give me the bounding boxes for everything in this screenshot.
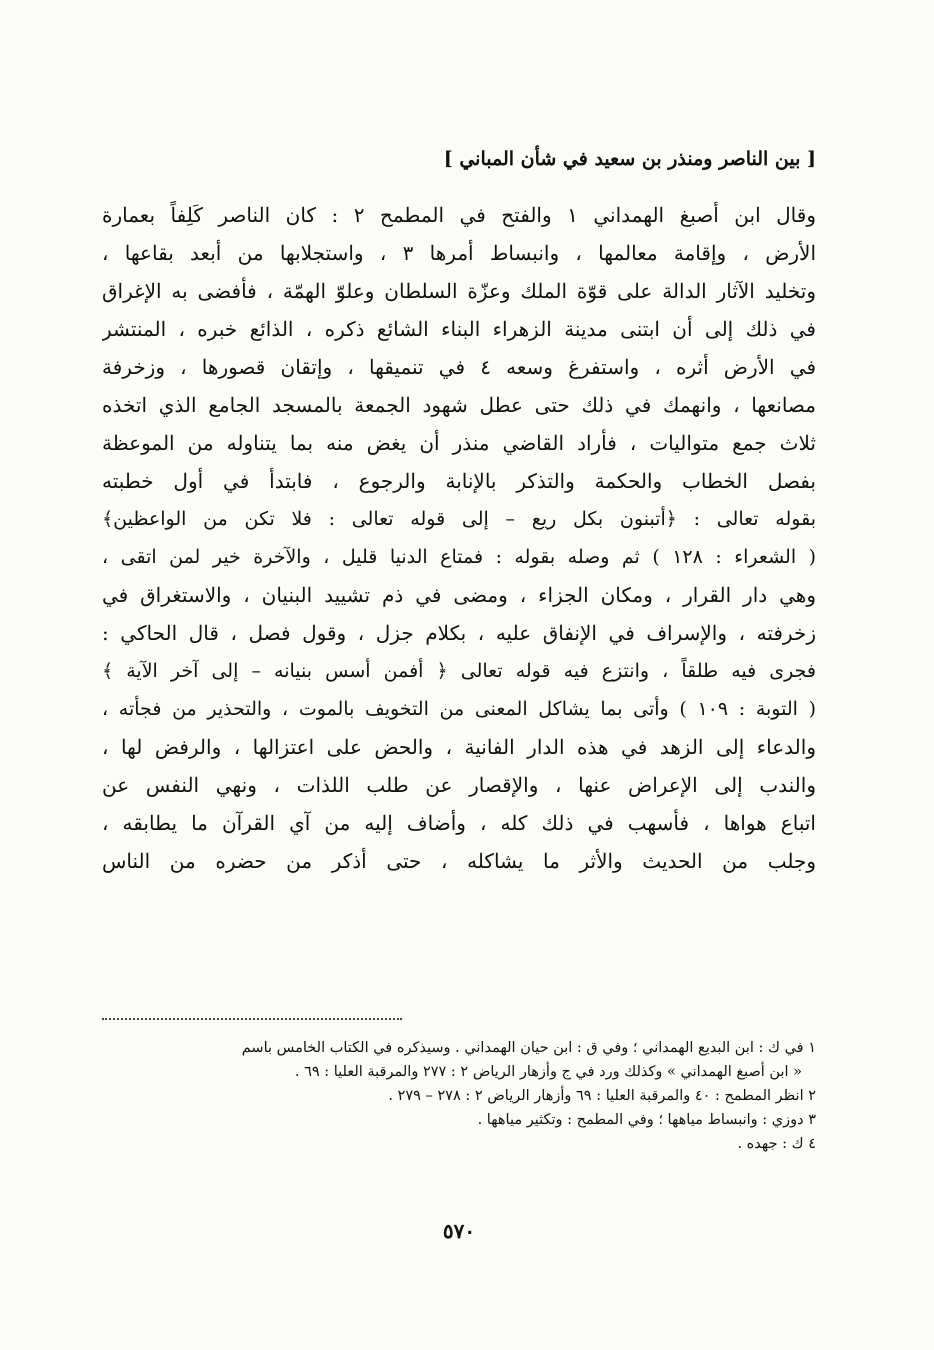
body-line: والدعاء إلى الزهد في هذه الدار الفانية ، والحض على اعتزالها ، والرفض لها ، bbox=[102, 735, 816, 759]
footnote: ٤ ك : جهده . bbox=[737, 1136, 816, 1152]
body-line: بفصل الخطاب والحكمة والتذكر بالإنابة والرجوع ، فابتدأ في أول خطبته bbox=[102, 469, 816, 493]
body-line: ( الشعراء : ١٢٨ ) ثم وصله بقوله : فمتاع الدنيا قليل ، والآخرة خير لمن اتقى ، bbox=[102, 546, 816, 568]
footnote: ١ في ك : ابن البديع الهمداني ؛ وفي ق : ابن حيان الهمداني . وسيذكره في الكتاب الخامس باسم bbox=[241, 1040, 816, 1056]
body-line: ثلاث جمع متواليات ، فأراد القاضي منذر أن يغض منه بما يتناوله من الموعظة bbox=[102, 431, 816, 455]
book-page bbox=[102, 138, 816, 1258]
page-number: ٥٧٠ bbox=[442, 1219, 476, 1243]
body-line: اتباع هواها ، فأسهب في ذلك كله ، وأضاف إليه من آي القرآن ما يطابقه ، bbox=[102, 811, 816, 835]
body-text bbox=[102, 196, 816, 880]
footnote: ٣ دوزي : وانبساط مياهها ؛ وفي المطمح : وتكثير مياهها . bbox=[477, 1112, 816, 1128]
body-line: في ذلك إلى أن ابتنى مدينة الزهراء البناء الشائع ذكره ، الذائع خبره ، المنتشر bbox=[102, 317, 816, 341]
body-line: بقوله تعالى : ﴿أتبنون بكل ريع – إلى قوله تعالى : فلا تكن من الواعظين﴾ bbox=[102, 508, 816, 530]
body-line: فجرى فيه طلقاً ، وانتزع فيه قوله تعالى ﴿ أفمن أسس بنيانه – إلى آخر الآية ﴾ bbox=[102, 660, 816, 682]
section-title: [ بين الناصر ومنذر بن سعيد في شأن المباني ] bbox=[443, 148, 816, 170]
footnote-divider bbox=[102, 1018, 402, 1020]
footnotes bbox=[102, 1036, 816, 1156]
body-line: والندب إلى الإعراض عنها ، والإقصار عن طلب اللذات ، ونهي النفس عن bbox=[102, 773, 816, 797]
body-line: وهي دار القرار ، ومكان الجزاء ، ومضى في ذم تشييد البنيان ، والاستغراق في bbox=[102, 583, 816, 607]
body-line: مصانعها ، وانهمك في ذلك حتى عطل شهود الجمعة بالمسجد الجامع الذي اتخذه bbox=[102, 393, 816, 417]
body-line: وقال ابن أصبغ الهمداني ١ والفتح في المطمح ٢ : كان الناصر كَلِفاً بعمارة bbox=[102, 203, 816, 227]
body-line: في الأرض أثره ، واستفرغ وسعه ٤ في تنميقها ، وإتقان قصورها ، وزخرفة bbox=[102, 355, 816, 379]
body-line: زخرفته ، والإسراف في الإنفاق عليه ، بكلام جزل ، وقول فصل ، قال الحاكي : bbox=[102, 621, 816, 645]
body-line: وتخليد الآثار الدالة على قوّة الملك وعزّة السلطان وعلوّ الهمّة ، فأفضى به الإغراق bbox=[102, 279, 816, 303]
body-line: وجلب من الحديث والأثر ما يشاكله ، حتى أذكر من حضره من الناس bbox=[102, 849, 816, 873]
footnote: ٢ انظر المطمح : ٤٠ والمرقبة العليا : ٦٩ وأزهار الرياض ٢ : ٢٧٨ – ٢٧٩ . bbox=[388, 1088, 816, 1104]
body-line: الأرض ، وإقامة معالمها ، وانبساط أمرها ٣ ، واستجلابها من أبعد بقاعها ، bbox=[102, 241, 816, 265]
body-line: ( التوبة : ١٠٩ ) وأتى بما يشاكل المعنى من التخويف بالموت ، والتحذير من فجأته ، bbox=[102, 698, 816, 720]
footnote: « ابن أصبغ الهمداني » وكذلك ورد في ج وأزهار الرياض ٢ : ٢٧٧ والمرقبة العليا : ٦٩ . bbox=[294, 1064, 802, 1080]
